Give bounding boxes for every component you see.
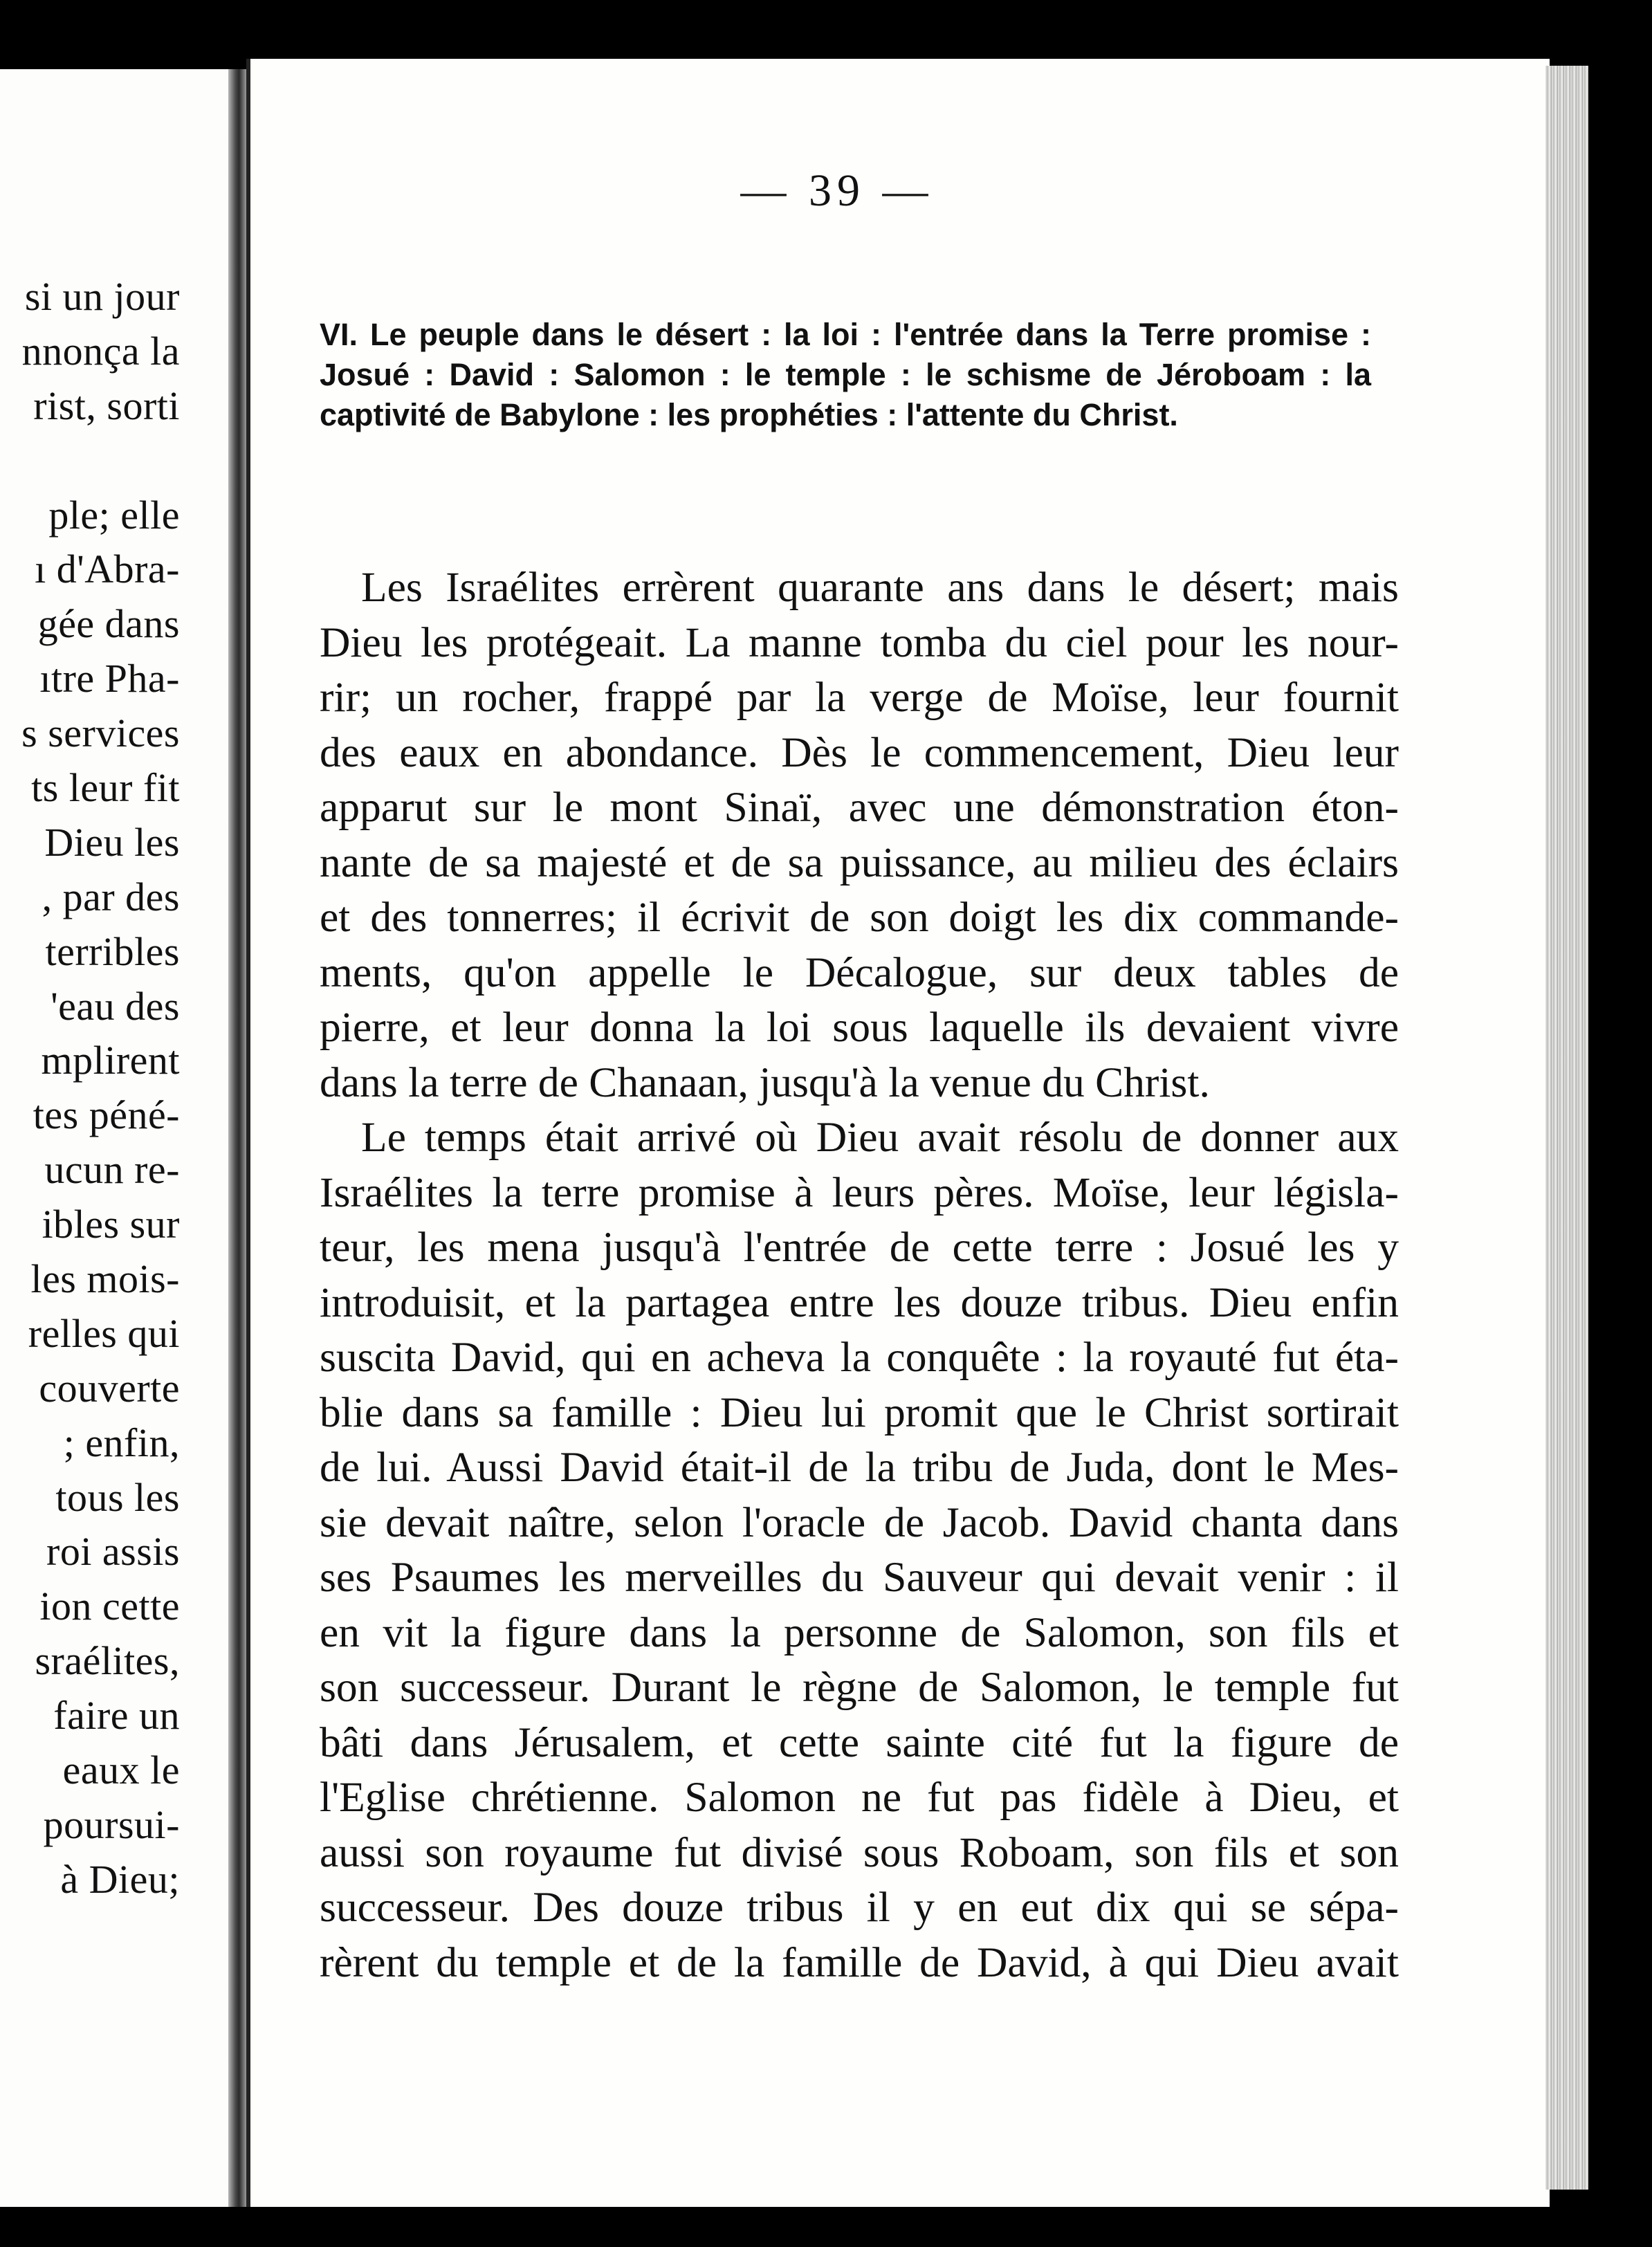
left-line: ı d'Abra- bbox=[35, 547, 180, 592]
left-line: ıtre Pha- bbox=[39, 656, 180, 701]
left-line: gée dans bbox=[37, 601, 180, 647]
body-line: Israélites la terre promise à leurs pères. Moïse, leur législa- bbox=[320, 1168, 1399, 1216]
body-line: ses Psaumes les merveilles du Sauveur qui devait venir : il bbox=[320, 1554, 1399, 1601]
body-line: ments, qu'on appelle le Décalogue, sur deux tables de bbox=[320, 948, 1399, 996]
body-line: dans la terre de Chanaan, jusqu'à la venue du Christ. bbox=[320, 1058, 1210, 1106]
section-summary-text: Le peuple dans le désert : la loi : l'entrée dans la Terre promise : Josué : David : Salomon : le temple : le schisme de Jéroboam : la captivité de Babylone : les prophéties : l'attente du Christ. bbox=[320, 317, 1371, 432]
section-label: VI. bbox=[320, 317, 358, 352]
body-line: sie devait naître, selon l'oracle de Jacob. David chanta dans bbox=[320, 1498, 1399, 1546]
left-line: poursui- bbox=[43, 1801, 180, 1847]
left-line: roi assis bbox=[46, 1529, 180, 1575]
left-line: tous les bbox=[55, 1474, 180, 1520]
left-line: ucun re- bbox=[44, 1147, 180, 1193]
body-line: successeur. Des douze tribus il y en eut dix qui se sépa- bbox=[320, 1884, 1399, 1931]
book-gutter bbox=[228, 69, 246, 2207]
left-line-blank bbox=[0, 434, 180, 488]
left-line: relles qui bbox=[28, 1310, 180, 1356]
left-page-text bbox=[0, 270, 180, 1907]
body-line: des eaux en abondance. Dès le commencement, Dieu leur bbox=[320, 728, 1399, 776]
body-line: introduisit, et la partagea entre les douze tribus. Dieu enfin bbox=[320, 1278, 1399, 1326]
left-line: faire un bbox=[53, 1693, 180, 1739]
left-line: couverte bbox=[39, 1365, 180, 1411]
left-line: à Dieu; bbox=[60, 1856, 180, 1902]
body-line: rir; un rocher, frappé par la verge de Moïse, leur fournit bbox=[320, 674, 1399, 721]
left-line: ion cette bbox=[39, 1584, 180, 1629]
body-line: l'Eglise chrétienne. Salomon ne fut pas fidèle à Dieu, et bbox=[320, 1774, 1399, 1821]
body-line: teur, les mena jusqu'à l'entrée de cette terre : Josué les y bbox=[320, 1224, 1399, 1271]
left-line: ibles sur bbox=[42, 1202, 180, 1247]
body-line: aussi son royaume fut divisé sous Roboam, son fils et son bbox=[320, 1828, 1399, 1876]
left-line: si un jour bbox=[24, 274, 180, 319]
section-summary bbox=[320, 315, 1371, 435]
left-line: mplirent bbox=[41, 1038, 180, 1083]
body-line: blie dans sa famille : Dieu lui promit que le Christ sortirait bbox=[320, 1388, 1399, 1436]
left-line: ; enfin, bbox=[63, 1420, 180, 1465]
page-edge bbox=[1545, 66, 1588, 2190]
body-line: Les Israélites errèrent quarante ans dans le désert; mais bbox=[361, 564, 1399, 611]
left-line: s services bbox=[21, 710, 180, 756]
body-line: et des tonnerres; il écrivit de son doigt les dix commande- bbox=[320, 894, 1399, 941]
left-line: tes péné- bbox=[33, 1092, 180, 1138]
body-line: apparut sur le mont Sinaï, avec une démonstration éton- bbox=[320, 784, 1399, 831]
left-line: les mois- bbox=[30, 1256, 180, 1302]
body-line: son successeur. Durant le règne de Salomon, le temple fut bbox=[320, 1664, 1399, 1711]
left-line: eaux le bbox=[62, 1748, 180, 1793]
left-line: 'eau des bbox=[51, 983, 180, 1029]
body-line: rèrent du temple et de la famille de David, à qui Dieu avait bbox=[320, 1938, 1399, 1986]
body-line: de lui. Aussi David était-il de la tribu de Juda, dont le Mes- bbox=[320, 1444, 1399, 1491]
body-line: en vit la figure dans la personne de Salomon, son fils et bbox=[320, 1608, 1399, 1656]
left-line: rist, sorti bbox=[33, 383, 180, 428]
body-line: pierre, et leur donna la loi sous laquelle ils devaient vivre bbox=[320, 1004, 1399, 1051]
body-line: suscita David, qui en acheva la conquête : la royauté fut éta- bbox=[320, 1334, 1399, 1381]
left-line: nnonça la bbox=[21, 328, 180, 374]
left-page bbox=[0, 69, 228, 2207]
body-line: Dieu les protégeait. La manne tomba du ciel pour les nour- bbox=[320, 618, 1399, 666]
left-line: Dieu les bbox=[44, 819, 180, 865]
left-line: ple; elle bbox=[48, 492, 180, 538]
left-line: , par des bbox=[42, 874, 180, 919]
left-line: ts leur fit bbox=[31, 765, 180, 811]
left-line: sraélites, bbox=[35, 1638, 180, 1684]
body-line: Le temps était arrivé où Dieu avait résolu de donner aux bbox=[361, 1114, 1399, 1161]
body-line: nante de sa majesté et de sa puissance, au milieu des éclairs bbox=[320, 838, 1399, 886]
body-line: bâti dans Jérusalem, et cette sainte cité fut la figure de bbox=[320, 1718, 1399, 1766]
left-line: terribles bbox=[45, 928, 180, 974]
body-text bbox=[320, 560, 1399, 1990]
page-number: — 39 — bbox=[740, 165, 934, 216]
